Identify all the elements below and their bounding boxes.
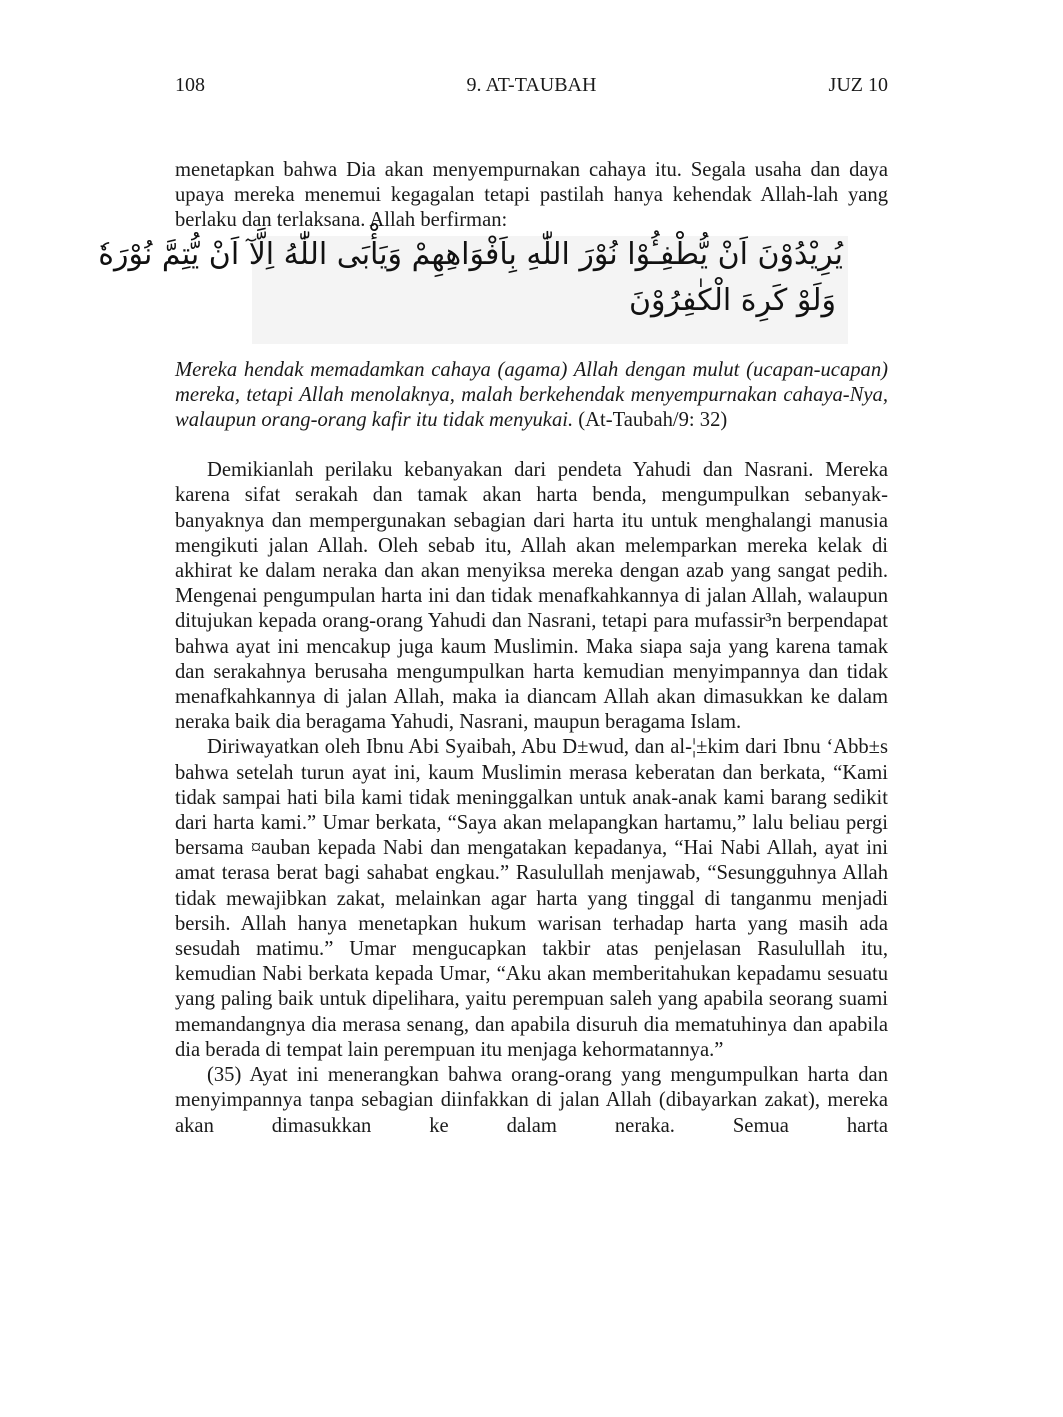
page-number: 108 [175,74,205,96]
arabic-line-1: يُرِيْدُوْنَ اَنْ يُّطْفِـُٔوْا نُوْرَ اللّٰهِ بِاَفْوَاهِهِمْ وَيَأْبَى اللّٰهُ اِلَّآ اَنْ يُّتِمَّ نُوْرَهٗ [98,236,843,272]
intro-paragraph: menetapkan bahwa Dia akan menyempurnakan cahaya itu. Segala usaha dan daya upaya mereka menemui kegagalan tetapi pastilah hanya kehendak Allah-lah yang berlaku dan terlaksana. Allah berfirman: [175,159,888,232]
verse-reference: (At-Taubah/9: 32) [578,409,728,432]
arabic-line-2: وَلَوْ كَرِهَ الْكٰفِرُوْنَ [628,282,836,318]
translation-text: Mereka hendak memadamkan cahaya (agama) Allah dengan mulut (ucapan-ucapan) mereka, tetapi Allah menolaknya, malah berkehendak menyempurnakan cahaya-Nya, walaupun orang-orang kafir itu tidak menyukai. [175,358,888,432]
verse-translation [175,358,888,434]
page-header [175,74,888,104]
page-body [98,158,888,1139]
paragraph-3: (35) Ayat ini menerangkan bahwa orang-orang yang mengumpulkan harta dan menyimpannya tanpa sebagian diinfakkan di jalan Allah (dibayarkan zakat), mereka akan dimasukkan ke dalam neraka. Semua harta [175,1064,888,1137]
paragraph-2: Diriwayatkan oleh Ibnu Abi Syaibah, Abu D±wud, dan al-¦±kim dari Ibnu ‘Abb±s bahwa setelah turun ayat ini, kaum Muslimin merasa keberatan dan berkata, “Kami tidak sampai hati bila kami tidak meninggalkan untuk anak-anak kami barang sedikit dari harta kami.” Umar berkata, “Saya akan melapangkan hartamu,” lalu beliau pergi bersama ¤auban kepada Nabi dan mengatakan kepadanya, “Hai Nabi Allah, ayat ini amat terasa berat bagi sahabat engkau.” Rasulullah menjawab, “Sesungguhnya Allah tidak mewajibkan zakat, melainkan agar harta yang tinggal di tanganmu menjadi bersih. Allah hanya menetapkan hukum warisan terhadap harta yang masih ada sesudah matimu.” Umar mengucapkan takbir atas penjelasan Rasulullah itu, kemudian Nabi berkata kepada Umar, “Aku akan memberitahukan kepadamu sesuatu yang paling baik untuk dipelihara, yaitu perempuan saleh yang apabila seorang suami memandangnya dia merasa senang, dan apabila disuruh dia mematuhinya dan apabila dia berada di tempat lain perempuan itu menjaga kehormatannya.” [175,736,888,1061]
spacer [175,433,888,458]
chapter-title: 9. AT-TAUBAH [466,74,597,96]
juz-label: JUZ 10 [828,74,888,96]
paragraph-1: Demikianlah perilaku kebanyakan dari pendeta Yahudi dan Nasrani. Mereka karena sifat serakah dan tamak akan harta benda, mengumpulkan sebanyak-banyaknya dan mempergunakan sebagian dari harta itu untuk menghalangi manusia mengikuti jalan Allah. Oleh sebab itu, Allah akan melemparkan mereka kelak di akhirat ke dalam neraka dan akan menyiksa mereka dengan azab yang sangat pedih. Mengenai pengumpulan harta ini dan tidak menafkahkannya di jalan Allah, walaupun ditujukan kepada orang-orang Yahudi dan Nasrani, tetapi para mufassir³n berpendapat bahwa ayat ini mencakup juga kaum Muslimin. Maka siapa saja yang karena tamak dan serakahnya berusaha mengumpulkan harta kemudian menyimpannya dan tidak menafkahkannya di jalan Allah, maka ia diancam Allah akan dimasukkan ke dalam neraka baik dia beragama Yahudi, Nasrani, maupun beragama Islam. [175,459,888,734]
quran-verse-arabic [98,236,888,358]
